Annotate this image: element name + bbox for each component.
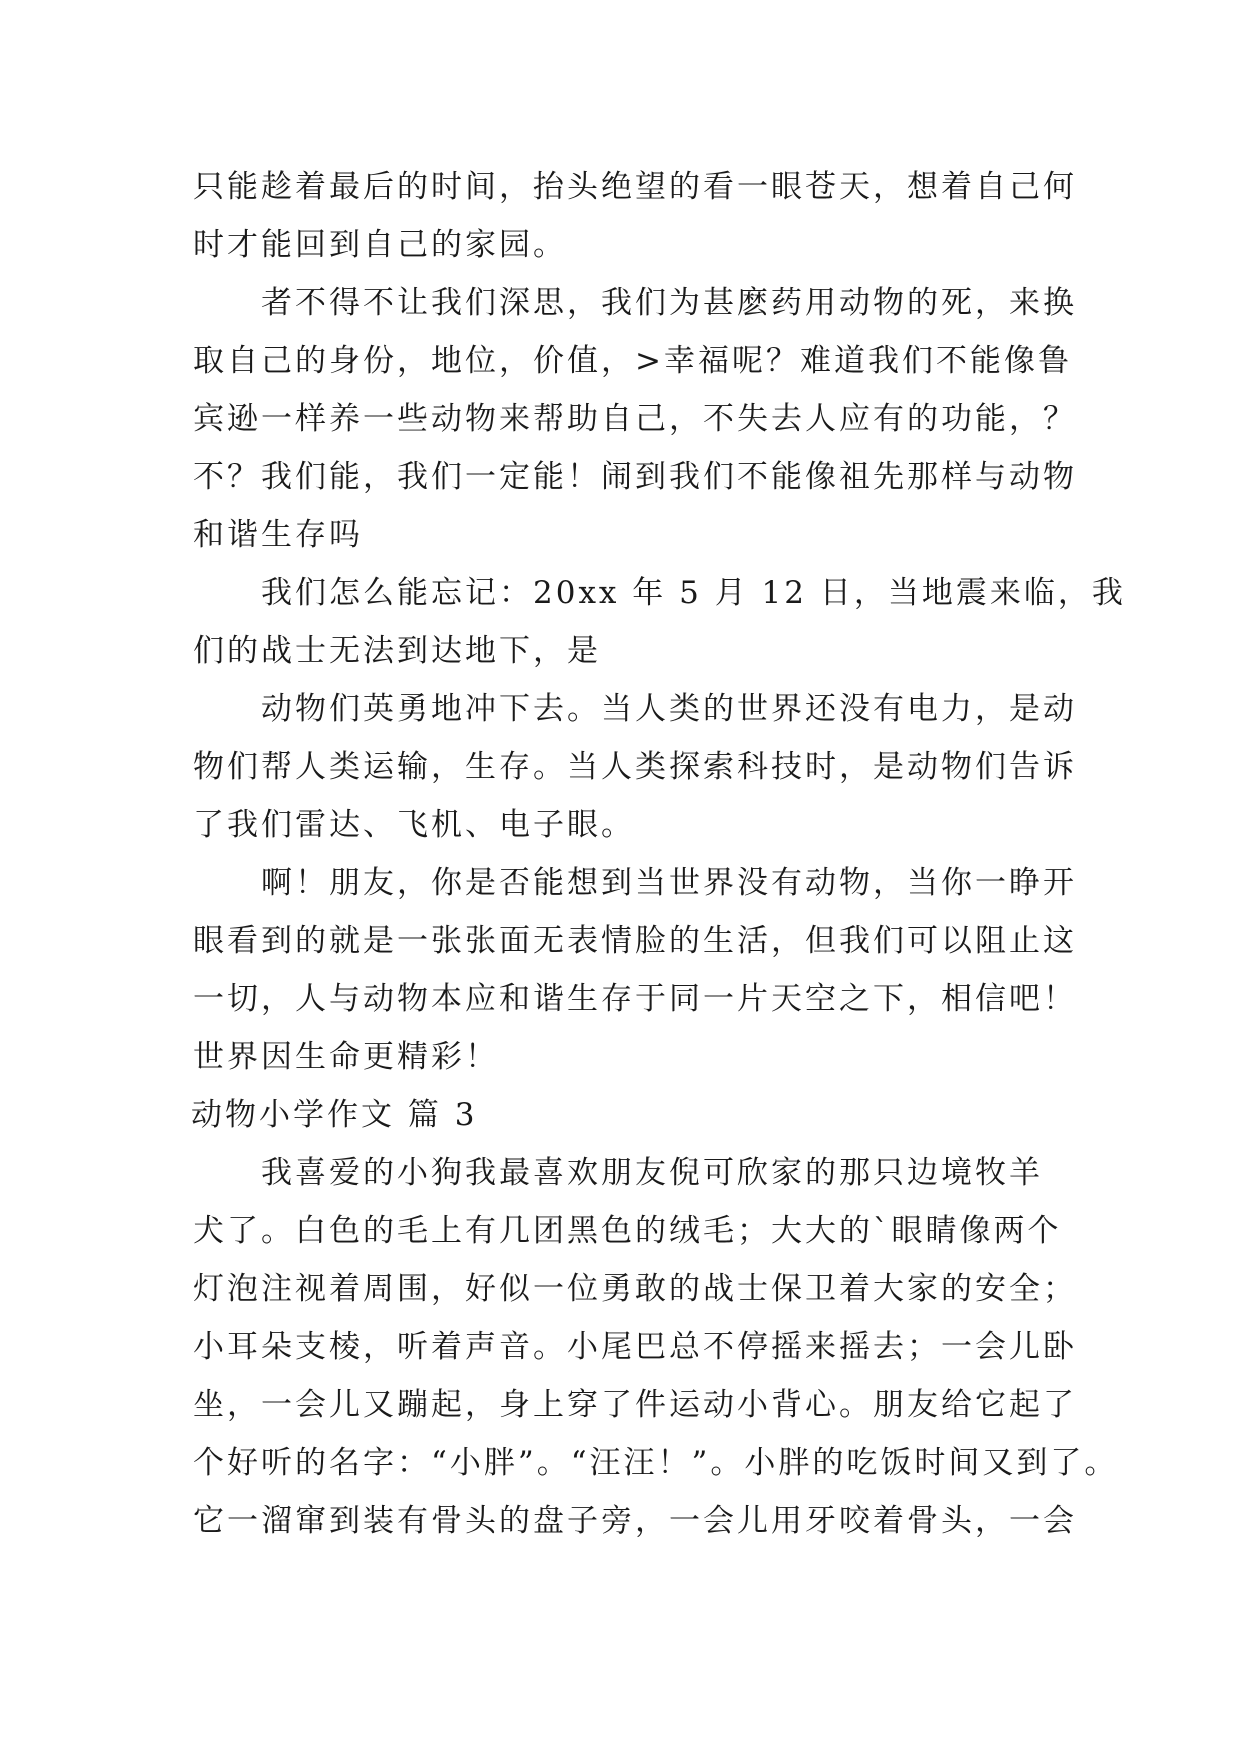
text-line: 它一溜窜到装有骨头的盘子旁，一会儿用牙咬着骨头，一会: [193, 1503, 1077, 1539]
text-line: 了我们雷达、飞机、电子眼。: [193, 807, 635, 843]
text-line: 犬了。白色的毛上有几团黑色的绒毛；大大的`眼睛像两个: [193, 1213, 1062, 1249]
text-line: 只能趁着最后的时间，抬头绝望的看一眼苍天，想着自己何: [193, 169, 1077, 205]
text-line: 和谐生存吗: [193, 517, 363, 553]
text-line: 灯泡注视着周围，好似一位勇敢的战士保卫着大家的安全；: [193, 1271, 1077, 1307]
text-line: 一切，人与动物本应和谐生存于同一片天空之下，相信吧！: [193, 981, 1077, 1017]
text-line: 小耳朵支棱，听着声音。小尾巴总不停摇来摇去；一会儿卧: [193, 1329, 1077, 1365]
text-line: 时才能回到自己的家园。: [193, 227, 567, 263]
text-line: 个好听的名字：“小胖”。“汪汪！”。小胖的吃饭时间又到了。: [193, 1445, 1119, 1481]
text-line: 们的战士无法到达地下，是: [193, 633, 601, 669]
text-line: 取自己的身份，地位，价值，>幸福呢？难道我们不能像鲁: [193, 343, 1072, 379]
text-line: 宾逊一样养一些动物来帮助自己，不失去人应有的功能，？: [193, 401, 1077, 437]
document-body: [191, 158, 1126, 1550]
text-line: 物们帮人类运输，生存。当人类探索科技时，是动物们告诉: [193, 749, 1077, 785]
text-line: 坐，一会儿又蹦起，身上穿了件运动小背心。朋友给它起了: [193, 1387, 1077, 1423]
text-line: 我们怎么能忘记：20xx 年 5 月 12 日，当地震来临，我: [193, 575, 1126, 611]
section-heading: 动物小学作文 篇 3: [191, 1097, 478, 1133]
text-line: 我喜爱的小狗我最喜欢朋友倪可欣家的那只边境牧羊: [193, 1155, 1043, 1191]
text-line: 世界因生命更精彩！: [193, 1039, 499, 1075]
text-line: 者不得不让我们深思，我们为甚麽药用动物的死，来换: [193, 285, 1077, 321]
text-line: 眼看到的就是一张张面无表情脸的生活，但我们可以阻止这: [193, 923, 1077, 959]
text-line: 不？我们能，我们一定能！闹到我们不能像祖先那样与动物: [193, 459, 1077, 495]
text-line: 动物们英勇地冲下去。当人类的世界还没有电力，是动: [193, 691, 1077, 727]
text-line: 啊！朋友，你是否能想到当世界没有动物，当你一睁开: [193, 865, 1077, 901]
